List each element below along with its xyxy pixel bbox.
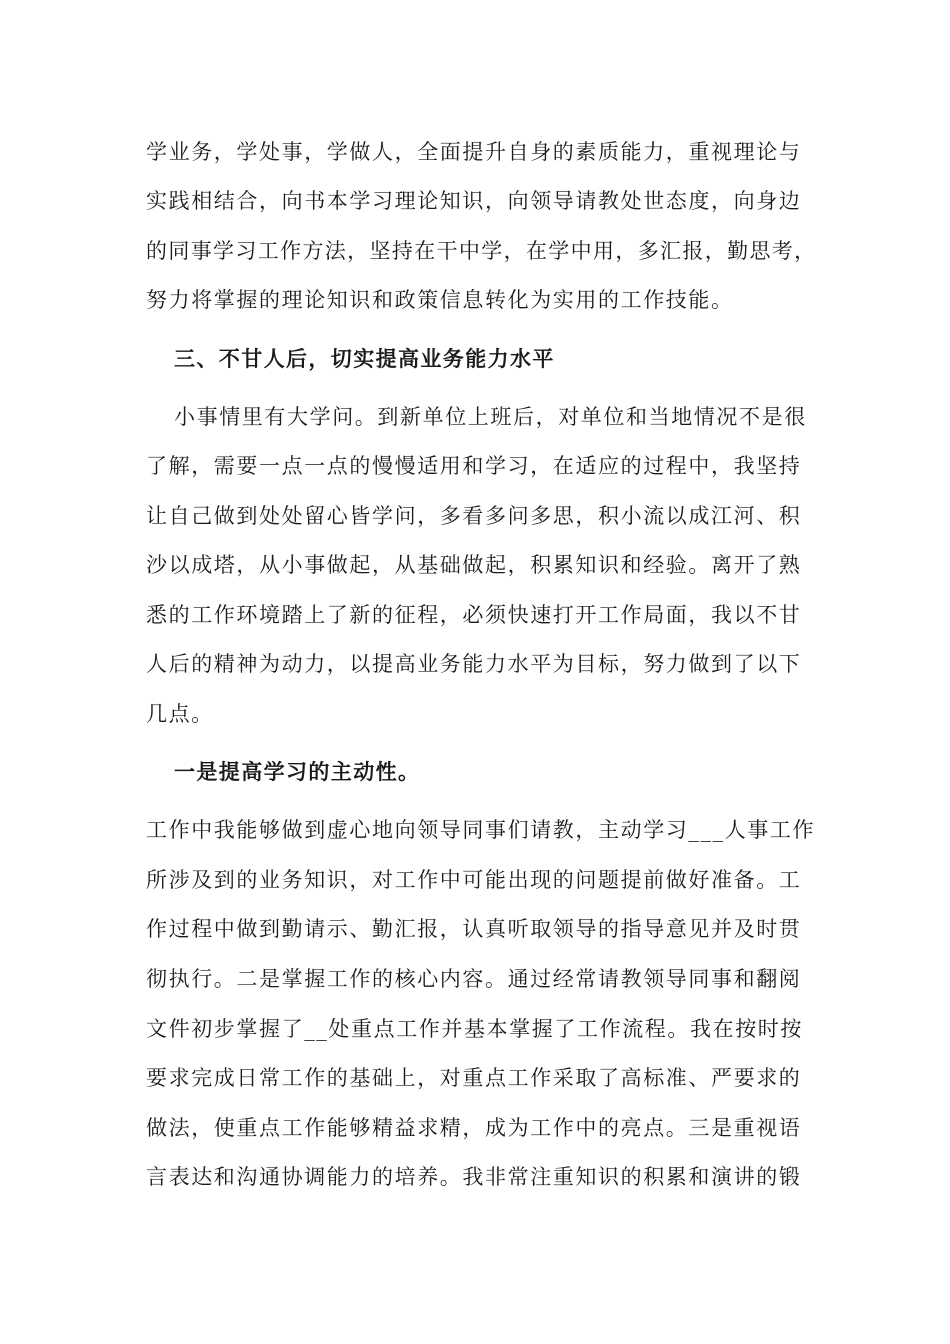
text-line: 作过程中做到勤请示、勤汇报，认真听取领导的指导意见并及时贯	[146, 917, 802, 941]
text-line: 所涉及到的业务知识，对工作中可能出现的问题提前做好准备。工	[146, 868, 802, 892]
text-line: 彻执行。二是掌握工作的核心内容。通过经常请教领导同事和翻阅	[146, 967, 802, 991]
subheading: 一是提高学习的主动性。	[174, 759, 421, 784]
text-line: 言表达和沟通协调能力的培养。我非常注重知识的积累和演讲的锻	[146, 1165, 802, 1189]
text-line: 学业务，学处事，学做人，全面提升自身的素质能力，重视理论与	[146, 140, 802, 164]
text-line: 要求完成日常工作的基础上，对重点工作采取了高标准、严要求的	[146, 1066, 802, 1090]
text-line: 让自己做到处处留心皆学问，多看多问多思，积小流以成江河、积	[146, 504, 802, 528]
text-line: 小事情里有大学问。到新单位上班后，对单位和当地情况不是很	[174, 405, 807, 429]
text-line: 工作中我能够做到虚心地向领导同事们请教，主动学习___人事工作	[146, 818, 816, 842]
text-line: 悉的工作环境踏上了新的征程，必须快速打开工作局面，我以不甘	[146, 603, 802, 627]
text-line: 做法，使重点工作能够精益求精，成为工作中的亮点。三是重视语	[146, 1116, 802, 1140]
text-line: 努力将掌握的理论知识和政策信息转化为实用的工作技能。	[146, 288, 734, 312]
text-line: 文件初步掌握了__处重点工作并基本掌握了工作流程。我在按时按	[146, 1017, 803, 1041]
text-line: 沙以成塔，从小事做起，从基础做起，积累知识和经验。离开了熟	[146, 553, 802, 577]
text-line: 几点。	[146, 702, 214, 726]
text-line: 实践相结合，向书本学习理论知识，向领导请教处世态度，向身边	[146, 189, 802, 213]
text-line: 了解，需要一点一点的慢慢适用和学习，在适应的过程中，我坚持	[146, 454, 802, 478]
text-line: 人后的精神为动力，以提高业务能力水平为目标，努力做到了以下	[146, 652, 802, 676]
section-heading: 三、不甘人后，切实提高业务能力水平	[174, 346, 555, 371]
text-line: 的同事学习工作方法，坚持在干中学，在学中用，多汇报，勤思考，	[146, 239, 817, 263]
